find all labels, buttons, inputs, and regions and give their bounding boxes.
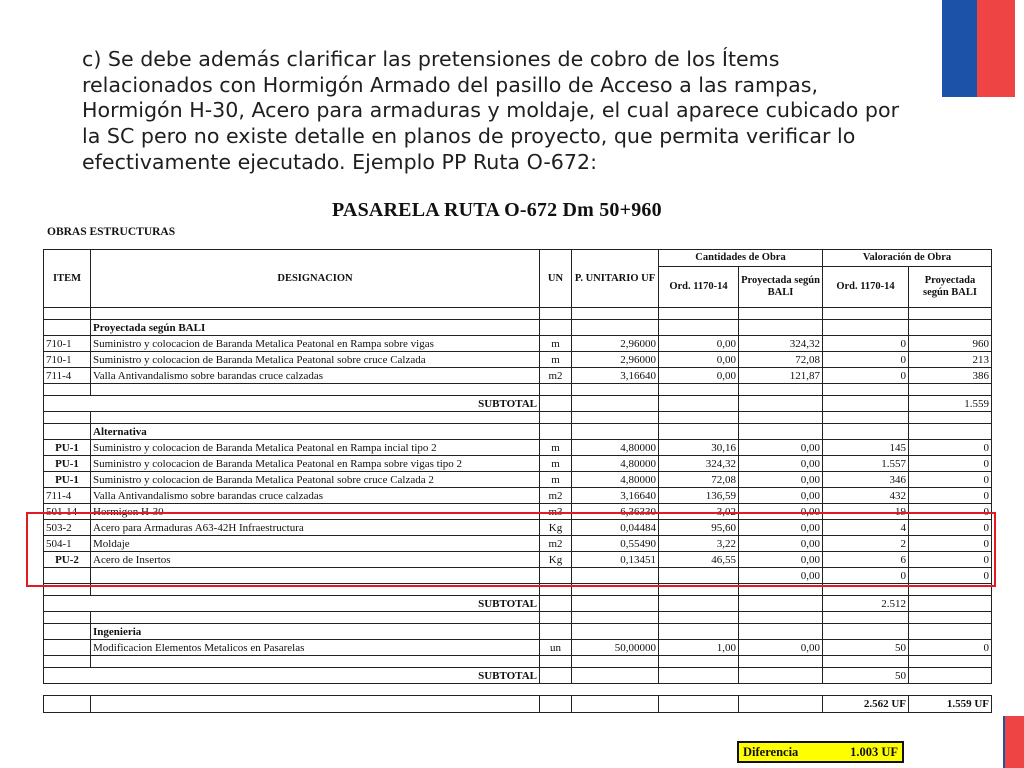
empty-cell: [44, 320, 91, 336]
empty-cell: [739, 596, 823, 612]
table-row: [44, 440, 992, 456]
cell-val-ord: 0: [823, 568, 909, 584]
empty-cell: [823, 412, 909, 424]
cell-p-unitario: 3,16640: [572, 488, 659, 504]
cell-p-unitario: 2,96000: [572, 352, 659, 368]
empty-cell: [540, 596, 572, 612]
empty-cell: [739, 668, 823, 684]
cell-item: 503-2: [44, 520, 91, 536]
cell-un: m: [540, 456, 572, 472]
cell-val-ord: 145: [823, 440, 909, 456]
empty-cell: [739, 396, 823, 412]
subtotal-row: [44, 668, 992, 684]
table-row: [44, 640, 992, 656]
cell-designacion: Hormigon H-30: [91, 504, 540, 520]
gap-cell: [44, 684, 992, 696]
empty-cell: [739, 696, 823, 713]
cell-designacion: Modificacion Elementos Metalicos en Pasarelas: [91, 640, 540, 656]
corner-stripe-red: [1005, 716, 1024, 768]
empty-cell: [909, 384, 992, 396]
highlight-box: [26, 512, 996, 587]
cell-cant-proyectada: 0,00: [739, 568, 823, 584]
subtotal-val-proyectada: [909, 596, 992, 612]
cell-p-unitario: 4,80000: [572, 456, 659, 472]
cell-val-ord: 19: [823, 504, 909, 520]
totals-row: [44, 696, 992, 713]
cell-item: 710-1: [44, 352, 91, 368]
cell-cant-ord: 324,32: [659, 456, 739, 472]
section-label: OBRAS ESTRUCTURAS: [47, 226, 176, 238]
cell-item: 504-1: [44, 536, 91, 552]
cell-p-unitario: 2,96000: [572, 336, 659, 352]
cell-un: m: [540, 336, 572, 352]
cell-un: m2: [540, 536, 572, 552]
cell-item: 710-1: [44, 336, 91, 352]
cell-val-ord: 1.557: [823, 456, 909, 472]
cell-designacion: Suministro y colocacion de Baranda Metalica Peatonal sobre cruce Calzada 2: [91, 472, 540, 488]
empty-cell: [572, 656, 659, 668]
cell-val-proyectada: 0: [909, 552, 992, 568]
cell-item: 501-14: [44, 504, 91, 520]
subtotal-label: SUBTOTAL: [44, 668, 540, 684]
cell-p-unitario: 6,36330: [572, 504, 659, 520]
cell-val-proyectada: 960: [909, 336, 992, 352]
empty-cell: [44, 384, 91, 396]
empty-cell: [540, 656, 572, 668]
cell-cant-ord: 95,60: [659, 520, 739, 536]
gap-row: [44, 684, 992, 696]
cell-cant-proyectada: 0,00: [739, 440, 823, 456]
cell-val-proyectada: 0: [909, 536, 992, 552]
empty-cell: [739, 424, 823, 440]
spacer-row: [44, 384, 992, 396]
header-cant-ord: Ord. 1170-14: [659, 267, 739, 308]
cell-val-ord: 432: [823, 488, 909, 504]
cell-un: m2: [540, 488, 572, 504]
spacer-row: [44, 656, 992, 668]
cell-designacion: Valla Antivandalismo sobre barandas cruce calzadas: [91, 488, 540, 504]
cell-cant-ord: 136,59: [659, 488, 739, 504]
cell-designacion: Suministro y colocacion de Baranda Metalica Peatonal en Rampa incial tipo 2: [91, 440, 540, 456]
cell-cant-ord: 3,02: [659, 504, 739, 520]
empty-cell: [909, 320, 992, 336]
empty-cell: [540, 308, 572, 320]
empty-cell: [91, 656, 540, 668]
cell-un: un: [540, 640, 572, 656]
cell-val-ord: 346: [823, 472, 909, 488]
flag-stripe-blue: [942, 0, 977, 97]
empty-cell: [572, 412, 659, 424]
empty-cell: [540, 320, 572, 336]
empty-cell: [659, 412, 739, 424]
empty-cell: [739, 384, 823, 396]
empty-cell: [572, 396, 659, 412]
empty-cell: [540, 624, 572, 640]
empty-cell: [44, 412, 91, 424]
empty-cell: [823, 320, 909, 336]
empty-cell: [739, 656, 823, 668]
table-row: [44, 472, 992, 488]
empty-cell: [739, 612, 823, 624]
cell-item: PU-1: [44, 456, 91, 472]
spacer-row: [44, 612, 992, 624]
empty-cell: [44, 612, 91, 624]
cell-p-unitario: 3,16640: [572, 368, 659, 384]
cell-designacion: Moldaje: [91, 536, 540, 552]
empty-cell: [540, 384, 572, 396]
empty-cell: [659, 308, 739, 320]
subtotal-val-ord: [823, 396, 909, 412]
header-un: UN: [540, 250, 572, 308]
group-title-row: [44, 624, 992, 640]
group-title-row: [44, 424, 992, 440]
group-title: Alternativa: [91, 424, 540, 440]
cell-val-proyectada: 0: [909, 568, 992, 584]
empty-cell: [91, 612, 540, 624]
flag-stripe-white: [1015, 0, 1024, 97]
empty-cell: [909, 424, 992, 440]
cell-p-unitario: 0,04484: [572, 520, 659, 536]
cell-p-unitario: 0,13451: [572, 552, 659, 568]
cell-val-ord: 0: [823, 352, 909, 368]
cell-item: [44, 640, 91, 656]
cell-cant-proyectada: 0,00: [739, 640, 823, 656]
table-row: [44, 352, 992, 368]
empty-cell: [572, 696, 659, 713]
cell-val-ord: 50: [823, 640, 909, 656]
empty-cell: [659, 320, 739, 336]
cell-val-proyectada: 0: [909, 520, 992, 536]
budget-sheet: [43, 249, 991, 734]
empty-cell: [540, 424, 572, 440]
empty-cell: [739, 320, 823, 336]
empty-cell: [44, 424, 91, 440]
header-p-unitario: P. UNITARIO UF: [572, 250, 659, 308]
spacer-row: [44, 308, 992, 320]
empty-cell: [572, 624, 659, 640]
cell-cant-proyectada: 0,00: [739, 536, 823, 552]
cell-val-proyectada: 0: [909, 640, 992, 656]
cell-val-proyectada: 0: [909, 504, 992, 520]
empty-cell: [572, 384, 659, 396]
cell-un: m: [540, 352, 572, 368]
cell-item: 711-4: [44, 488, 91, 504]
empty-cell: [91, 412, 540, 424]
cell-item: PU-1: [44, 440, 91, 456]
empty-cell: [823, 384, 909, 396]
cell-cant-proyectada: 324,32: [739, 336, 823, 352]
empty-cell: [823, 624, 909, 640]
difference-label: Diferencia: [743, 744, 799, 759]
empty-cell: [44, 696, 91, 713]
cell-un: m2: [540, 368, 572, 384]
table-row: [44, 336, 992, 352]
subtotal-val-ord: 2.512: [823, 596, 909, 612]
cell-cant-ord: 0,00: [659, 336, 739, 352]
empty-cell: [572, 612, 659, 624]
header-row-top: [44, 250, 992, 267]
empty-cell: [659, 624, 739, 640]
cell-val-ord: 0: [823, 368, 909, 384]
header-designacion: DESIGNACION: [91, 250, 540, 308]
empty-cell: [44, 624, 91, 640]
table-title: PASARELA RUTA O-672 Dm 50+960: [332, 199, 662, 221]
empty-cell: [572, 320, 659, 336]
cell-p-unitario: 0,55490: [572, 536, 659, 552]
cell-designacion: Suministro y colocacion de Baranda Metalica Peatonal sobre cruce Calzada: [91, 352, 540, 368]
table-row: [44, 488, 992, 504]
cell-cant-ord: 0,00: [659, 352, 739, 368]
group-title-row: [44, 320, 992, 336]
header-val-proyectada: Proyectada según BALI: [909, 267, 992, 308]
empty-cell: [659, 384, 739, 396]
cell-cant-proyectada: 0,00: [739, 488, 823, 504]
empty-cell: [823, 424, 909, 440]
empty-cell: [659, 656, 739, 668]
cell-cant-ord: 0,00: [659, 368, 739, 384]
cell-val-ord: 6: [823, 552, 909, 568]
cell-cant-proyectada: 0,00: [739, 552, 823, 568]
cell-un: m: [540, 472, 572, 488]
empty-cell: [44, 656, 91, 668]
cell-val-proyectada: 386: [909, 368, 992, 384]
empty-cell: [540, 412, 572, 424]
empty-cell: [909, 624, 992, 640]
empty-cell: [572, 668, 659, 684]
empty-cell: [91, 696, 540, 713]
cell-cant-proyectada: 0,00: [739, 456, 823, 472]
header-valoracion: Valoración de Obra: [823, 250, 992, 267]
difference-value: 1.003 UF: [850, 744, 898, 759]
empty-cell: [659, 612, 739, 624]
subtotal-val-proyectada: [909, 668, 992, 684]
cell-cant-ord: 30,16: [659, 440, 739, 456]
table-row: [44, 456, 992, 472]
empty-cell: [44, 308, 91, 320]
cell-val-ord: 2: [823, 536, 909, 552]
empty-cell: [540, 396, 572, 412]
empty-cell: [572, 308, 659, 320]
empty-cell: [823, 308, 909, 320]
cell-cant-ord: 72,08: [659, 472, 739, 488]
cell-val-proyectada: 213: [909, 352, 992, 368]
cell-p-unitario: 50,00000: [572, 640, 659, 656]
empty-cell: [540, 668, 572, 684]
empty-cell: [540, 612, 572, 624]
empty-cell: [739, 624, 823, 640]
subtotal-val-ord: 50: [823, 668, 909, 684]
empty-cell: [739, 308, 823, 320]
empty-cell: [659, 696, 739, 713]
cell-val-ord: 4: [823, 520, 909, 536]
cell-val-ord: 0: [823, 336, 909, 352]
empty-cell: [823, 612, 909, 624]
subtotal-row: [44, 396, 992, 412]
budget-table: [43, 249, 992, 713]
header-val-ord: Ord. 1170-14: [823, 267, 909, 308]
cell-item: PU-1: [44, 472, 91, 488]
cell-designacion: Acero de Insertos: [91, 552, 540, 568]
total-ord: 2.562 UF: [823, 696, 909, 713]
cell-designacion: Suministro y colocacion de Baranda Metalica Peatonal en Rampa sobre vigas: [91, 336, 540, 352]
group-title: Proyectada según BALI: [91, 320, 540, 336]
cell-cant-ord: 46,55: [659, 552, 739, 568]
empty-cell: [659, 668, 739, 684]
empty-cell: [91, 384, 540, 396]
cell-cant-proyectada: 72,08: [739, 352, 823, 368]
empty-cell: [909, 612, 992, 624]
cell-designacion: Valla Antivandalismo sobre barandas cruce calzadas: [91, 368, 540, 384]
empty-cell: [823, 656, 909, 668]
table-row: [44, 368, 992, 384]
cell-un: Kg: [540, 552, 572, 568]
intro-paragraph: c) Se debe además clarificar las pretensiones de cobro de los Ítems relacionados con Hormigón Armado del pasillo de Acceso a las rampas, Hormigón H-30, Acero para armaduras y moldaje, el cual aparece cubicado por la SC pero no existe detalle en planos de proyecto, que permita verificar lo efectivamente ejecutado. Ejemplo PP Ruta O-672:: [82, 47, 900, 174]
cell-cant-proyectada: 0,00: [739, 504, 823, 520]
cell-item: PU-2: [44, 552, 91, 568]
subtotal-label: SUBTOTAL: [44, 396, 540, 412]
subtotal-row: [44, 596, 992, 612]
empty-cell: [572, 596, 659, 612]
cell-cant-proyectada: 0,00: [739, 520, 823, 536]
cell-val-proyectada: 0: [909, 456, 992, 472]
flag-stripe-red: [977, 0, 1015, 97]
empty-cell: [659, 596, 739, 612]
cell-val-proyectada: 0: [909, 440, 992, 456]
empty-cell: [540, 696, 572, 713]
total-proyectada: 1.559 UF: [909, 696, 992, 713]
cell-designacion: Acero para Armaduras A63-42H Infraestructura: [91, 520, 540, 536]
cell-un: Kg: [540, 520, 572, 536]
cell-val-proyectada: 0: [909, 488, 992, 504]
header-cant-proyectada: Proyectada según BALI: [739, 267, 823, 308]
empty-cell: [909, 412, 992, 424]
empty-cell: [739, 412, 823, 424]
cell-p-unitario: 4,80000: [572, 472, 659, 488]
difference-box: [737, 741, 904, 763]
group-title: Ingenieria: [91, 624, 540, 640]
header-cantidades: Cantidades de Obra: [659, 250, 823, 267]
cell-cant-ord: 1,00: [659, 640, 739, 656]
empty-cell: [909, 656, 992, 668]
cell-p-unitario: 4,80000: [572, 440, 659, 456]
empty-cell: [659, 396, 739, 412]
empty-cell: [572, 424, 659, 440]
cell-un: m3: [540, 504, 572, 520]
subtotal-label: SUBTOTAL: [44, 596, 540, 612]
header-item: ITEM: [44, 250, 91, 308]
spacer-row: [44, 412, 992, 424]
cell-designacion: Suministro y colocacion de Baranda Metalica Peatonal en Rampa sobre vigas tipo 2: [91, 456, 540, 472]
subtotal-val-proyectada: 1.559: [909, 396, 992, 412]
empty-cell: [659, 424, 739, 440]
cell-val-proyectada: 0: [909, 472, 992, 488]
cell-item: 711-4: [44, 368, 91, 384]
cell-cant-proyectada: 121,87: [739, 368, 823, 384]
empty-cell: [91, 308, 540, 320]
cell-un: m: [540, 440, 572, 456]
cell-cant-proyectada: 0,00: [739, 472, 823, 488]
empty-cell: [909, 308, 992, 320]
cell-cant-ord: 3,22: [659, 536, 739, 552]
